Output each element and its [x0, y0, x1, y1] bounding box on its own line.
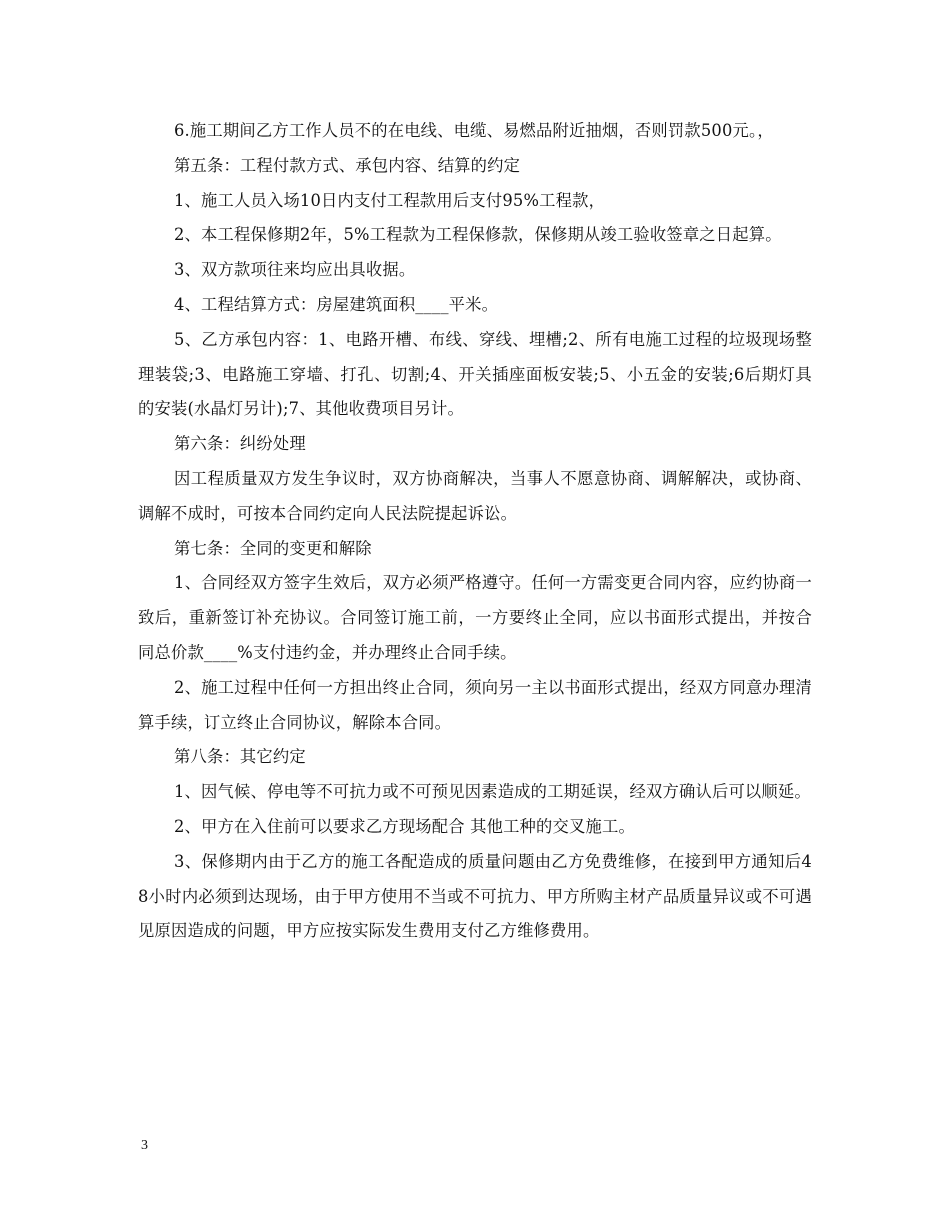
section-heading-article-7: 第七条：全同的变更和解除 — [174, 538, 372, 558]
paragraph-payment-terms: 1、施工人员入场10日内支付工程款用后支付95%工程款， — [174, 190, 606, 210]
paragraph-warranty-period: 2、本工程保修期2年，5%工程款为工程保修款，保修期从竣工验收签章之日起算。 — [174, 225, 782, 245]
section-heading-article-8: 第八条：其它约定 — [174, 747, 306, 767]
section-heading-article-5: 第五条：工程付款方式、承包内容、结算的约定 — [174, 155, 521, 175]
section-heading-article-6: 第六条：纠纷处理 — [174, 434, 306, 454]
document-page — [138, 114, 812, 949]
paragraph-dispute-resolution: 因工程质量双方发生争议时，双方协商解决，当事人不愿意协商、调解解决，或协商、调解不成时，可按本合同约定向人民法院提起诉讼。 — [138, 468, 812, 523]
paragraph-force-majeure: 1、因气候、停电等不可抗力或不可预见因素造成的工期延误，经双方确认后可以顺延。 — [174, 782, 811, 802]
paragraph-contract-modification: 1、合同经双方签字生效后，双方必须严格遵守。任何一方需变更合同内容，应约协商一致后，重新签订补充协议。合同签订施工前，一方要终止全同，应以书面形式提出，并按合同总价款____%支付违约金，并办理终止合同手续。 — [138, 573, 812, 662]
paragraph-settlement-method: 4、工程结算方式：房屋建筑面积____平米。 — [174, 294, 499, 314]
page-number: 3 — [141, 1138, 148, 1153]
paragraph-cross-construction: 2、甲方在入住前可以要求乙方现场配合 其他工种的交叉施工。 — [174, 816, 635, 836]
paragraph-smoking-penalty: 6.施工期间乙方工作人员不的在电线、电缆、易燃品附近抽烟，否则罚款500元。， — [174, 121, 774, 140]
paragraph-warranty-repairs: 3、保修期内由于乙方的施工各配造成的质量问题由乙方免费维修，在接到甲方通知后48小时内必须到达现场，由于甲方使用不当或不可抗力、甲方所购主材产品质量异议或不可遇见原因造成的问题，甲方应按实际发生费用支付乙方维修费用。 — [138, 851, 812, 941]
paragraph-contract-termination: 2、施工过程中任何一方担出终止合同，须向另一主以书面形式提出，经双方同意办理清算手续，订立终止合同协议，解除本合同。 — [138, 677, 812, 732]
paragraph-contract-scope: 5、乙方承包内容：1、电路开槽、布线、穿线、埋槽;2、所有电施工过程的垃圾现场整理装袋;3、电路施工穿墙、打孔、切割;4、开关插座面板安装;5、小五金的安装;6后期灯具的安装(水晶灯另计);7、其他收费项目另计。 — [138, 329, 812, 419]
paragraph-receipts: 3、双方款项往来均应出具收据。 — [174, 260, 416, 280]
